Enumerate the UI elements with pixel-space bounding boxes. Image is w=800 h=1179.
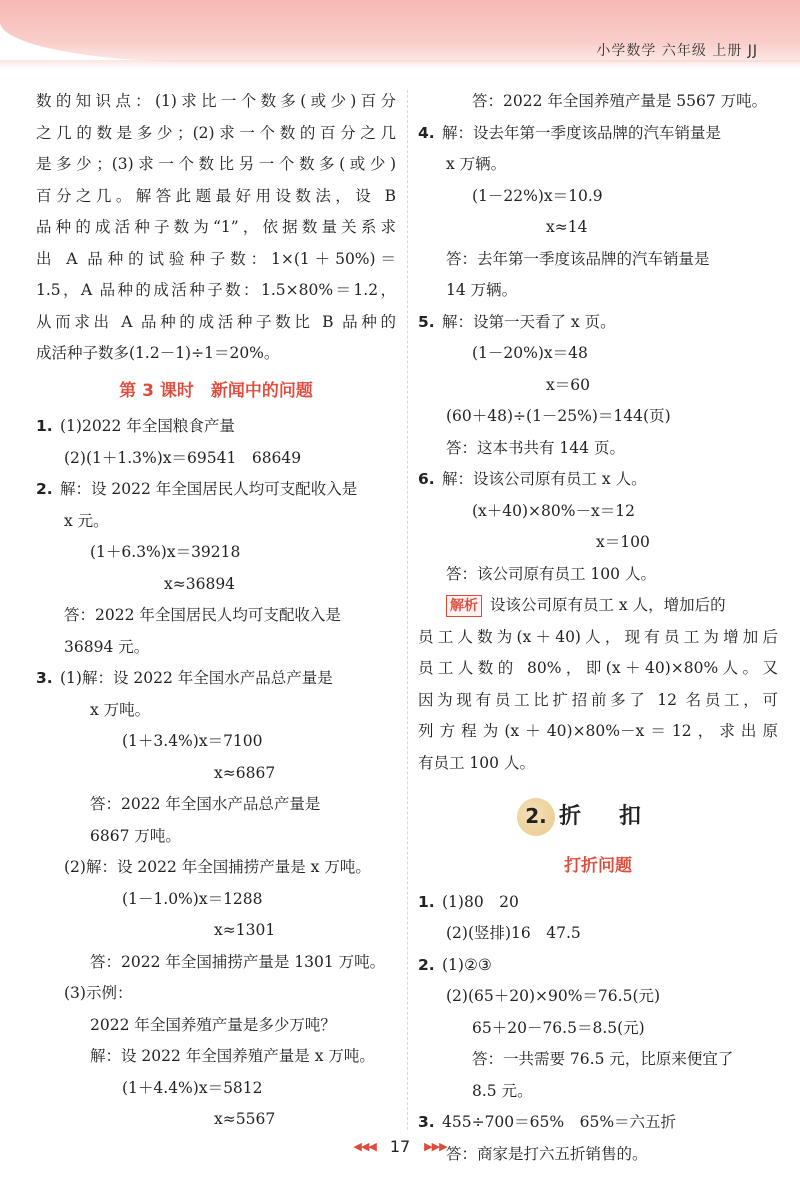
- question-2: [36, 474, 396, 663]
- discount-question-1: [418, 887, 778, 950]
- answer-line: 6867 万吨。: [90, 826, 181, 845]
- chapter-name: 折扣: [558, 804, 679, 830]
- question-6: [418, 464, 778, 590]
- equation-line: (1＋3.4%)x＝7100: [122, 732, 263, 750]
- question-line: x 元。: [64, 511, 109, 530]
- left-column: [36, 86, 396, 1136]
- question-line: (2)解：设 2022 年全国捕捞产量是 x 万吨。: [64, 858, 371, 876]
- question-1: [36, 411, 396, 474]
- answer-line: 答：商家是打六五折销售的。: [446, 1144, 648, 1163]
- question-line: (1)解：设 2022 年全国水产品总产量是: [60, 669, 333, 687]
- left-arrows-icon: ◀◀◀: [353, 1139, 376, 1153]
- equation-line: x≈1301: [214, 921, 276, 939]
- question-line: x 万辆。: [446, 155, 507, 173]
- question-line: 解：设第一天看了 x 页。: [442, 312, 616, 331]
- equation-line: (1－20%)x＝48: [472, 344, 588, 362]
- intro-line: 数的知识点：(1)求比一个数多(或少)百分: [36, 92, 396, 110]
- question-5: [418, 307, 778, 465]
- question-number: 3.: [36, 669, 53, 687]
- analysis-tag: 解析: [446, 595, 482, 617]
- section-title: 打折问题: [564, 856, 632, 876]
- intro-line: 1.5，A 品种的成活种子数：1.5×80%＝1.2，: [36, 281, 396, 299]
- book-label: 小学数学 六年级 上册 JJ: [596, 43, 758, 59]
- chapter-number: 2.: [517, 798, 555, 836]
- question-line: (1)80 20: [442, 892, 519, 911]
- question-number: 1.: [36, 417, 53, 435]
- chapter-title: [418, 789, 778, 845]
- equation-line: (1＋4.4%)x＝5812: [122, 1078, 263, 1097]
- question-4: [418, 118, 778, 307]
- equation-line: (1＋6.3%)x＝39218: [90, 543, 241, 561]
- question-number: 2.: [36, 480, 53, 498]
- equation-line: x≈5567: [214, 1110, 276, 1128]
- right-arrows-icon: ▶▶▶: [424, 1139, 447, 1153]
- equation-line: x＝100: [596, 533, 650, 551]
- column-divider: [407, 90, 408, 1130]
- question-line: 2022 年全国养殖产量是多少万吨？: [90, 1015, 336, 1034]
- analysis-line: 设该公司原有员工 x 人，增加后的: [490, 596, 726, 614]
- equation-line: (60＋48)÷(1－25%)＝144(页): [446, 407, 671, 425]
- question-line: 解：设去年第一季度该品牌的汽车销量是: [442, 123, 722, 142]
- intro-line: 品种的成活种子数为“1”，依据数量关系求: [36, 218, 396, 236]
- question-number: 2.: [418, 955, 435, 974]
- question-line: 解：设 2022 年全国居民人均可支配收入是: [60, 480, 358, 498]
- question-number: 6.: [418, 470, 435, 488]
- question-3: [36, 663, 396, 1136]
- question-number: 1.: [418, 892, 435, 911]
- intro-line: 成活种子数多(1.2－1)÷1＝20%。: [36, 344, 280, 362]
- answer-line: 答：2022 年全国养殖产量是 5567 万吨。: [472, 92, 768, 110]
- question-line: (3)示例：: [64, 984, 133, 1002]
- equation-line: (2)(65＋20)×90%＝76.5(元): [446, 987, 661, 1005]
- equation-line: (1－1.0%)x＝1288: [122, 889, 263, 908]
- equation-line: x＝60: [546, 375, 590, 394]
- question-line: (2)(竖排)16 47.5: [446, 924, 581, 942]
- section-title: 第 3 课时 新闻中的问题: [119, 380, 313, 401]
- answer-line: 答：去年第一季度该品牌的汽车销量是: [446, 249, 710, 268]
- right-column: [418, 86, 778, 1170]
- analysis-line: 有员工 100 人。: [418, 753, 535, 772]
- answer-line: 答：2022 年全国捕捞产量是 1301 万吨。: [90, 952, 386, 971]
- answer-line: 36894 元。: [64, 637, 150, 656]
- equation-line: x≈6867: [214, 763, 276, 782]
- question-number: 4.: [418, 123, 435, 142]
- answer-line: 答：这本书共有 144 页。: [446, 438, 625, 457]
- page-number: 17: [389, 1136, 411, 1156]
- answer-line: 答：一共需要 76.5 元，比原来便宜了: [472, 1050, 734, 1068]
- intro-line: 出 A 品种的试验种子数：1×(1＋50%)＝: [36, 249, 396, 268]
- intro-line: 之几的数是多少；(2)求一个数的百分之几: [36, 123, 396, 142]
- question-line: x 万吨。: [90, 700, 151, 719]
- equation-line: (1－22%)x＝10.9: [472, 186, 603, 205]
- equation-line: x≈36894: [164, 574, 236, 593]
- question-line: (1)②③: [442, 955, 492, 974]
- answer-line: 答：该公司原有员工 100 人。: [446, 564, 656, 583]
- analysis-line: 员工人数为(x＋40)人，现有员工为增加后: [418, 627, 778, 646]
- question-line: 455÷700＝65% 65%＝六五折: [442, 1113, 677, 1131]
- analysis-line: 因为现有员工比扩招前多了 12 名员工，可: [418, 690, 778, 709]
- question-line: 解：设 2022 年全国养殖产量是 x 万吨。: [90, 1047, 375, 1065]
- analysis-line: 列方程为(x＋40)×80%－x＝12，求出原: [418, 722, 778, 740]
- page-footer: [0, 1132, 800, 1160]
- answer-line: 答：2022 年全国水产品总产量是: [90, 795, 321, 813]
- answer-line: 8.5 元。: [472, 1081, 533, 1100]
- analysis-line: 员工人数的 80%，即(x＋40)×80%人。又: [418, 659, 778, 677]
- intro-line: 是多少；(3)求一个数比另一个数多(或少): [36, 155, 396, 173]
- equation-line: 65＋20－76.5＝8.5(元): [472, 1018, 645, 1037]
- intro-line: 百分之几。解答此题最好用设数法，设 B: [36, 186, 396, 205]
- equation-line: (x＋40)×80%－x＝12: [472, 501, 635, 520]
- discount-question-2: [418, 950, 778, 1108]
- question-line: (2)(1＋1.3%)x＝69541 68649: [64, 448, 302, 467]
- analysis-block: [418, 590, 778, 779]
- question-number: 3.: [418, 1113, 435, 1131]
- answer-line: 答：2022 年全国居民人均可支配收入是: [64, 606, 341, 624]
- question-number: 5.: [418, 312, 435, 331]
- question-line: 解：设该公司原有员工 x 人。: [442, 470, 647, 488]
- intro-paragraph: [36, 86, 396, 370]
- answer-line: 14 万辆。: [446, 281, 518, 299]
- equation-line: x≈14: [546, 218, 588, 236]
- question-line: (1)2022 年全国粮食产量: [60, 417, 235, 435]
- intro-line: 从而求出 A 品种的成活种子数比 B 品种的: [36, 312, 396, 331]
